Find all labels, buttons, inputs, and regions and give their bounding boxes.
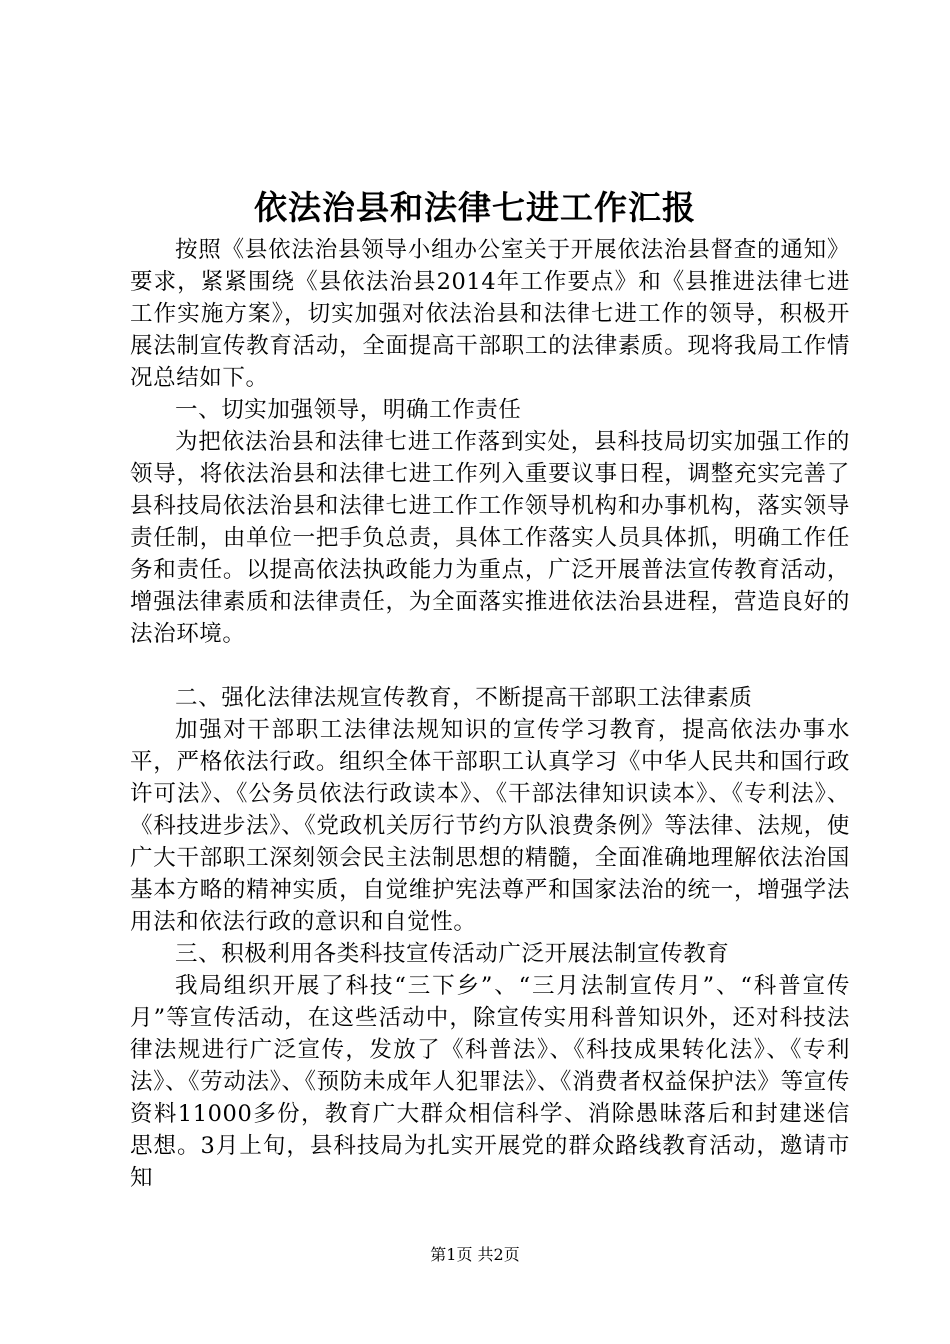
intro-paragraph: 按照《县依法治县领导小组办公室关于开展依法治县督查的通知》要求，紧紧围绕《县依法治县2014年工作要点》和《县推进法律七进工作实施方案》，切实加强对依法治县和法律七进工作的领导，积极开展法制宣传教育活动，全面提高干部职工的法律素质。现将我局工作情况总结如下。 bbox=[130, 237, 850, 391]
section-3-paragraph: 我局组织开展了科技“三下乡”、“三月法制宣传月”、“科普宣传月”等宣传活动，在这些活动中，除宣传实用科普知识外，还对科技法律法规进行广泛宣传，发放了《科普法》、《科技成果转化法》、《专利法》、《劳动法》、《预防未成年人犯罪法》、《消费者权益保护法》等宣传资料11000多份，教育广大群众相信科学、消除愚昧落后和封建迷信思想。3月上旬，县科技局为扎实开展党的群众路线教育活动，邀请市知 bbox=[130, 973, 850, 1191]
document-body bbox=[130, 234, 850, 1194]
section-2-paragraph: 加强对干部职工法律法规知识的宣传学习教育，提高依法办事水平，严格依法行政。组织全体干部职工认真学习《中华人民共和国行政许可法》、《公务员依法行政读本》、《干部法律知识读本》、《专利法》、《科技进步法》、《党政机关厉行节约方队浪费条例》等法律、法规，使广大干部职工深刻领会民主法制思想的精髓，全面准确地理解依法治国基本方略的精神实质，自觉维护宪法尊严和国家法治的统一，增强学法用法和依法行政的意识和自觉性。 bbox=[130, 717, 850, 935]
document-title: 依法治县和法律七进工作汇报 bbox=[254, 188, 696, 227]
section-heading-2: 二、强化法律法规宣传教育，不断提高干部职工法律素质 bbox=[175, 685, 753, 711]
section-heading-1: 一、切实加强领导，明确工作责任 bbox=[175, 397, 522, 423]
section-1-paragraph: 为把依法治县和法律七进工作落到实处，县科技局切实加强工作的领导，将依法治县和法律七进工作列入重要议事日程，调整充实完善了县科技局依法治县和法律七进工作工作领导机构和办事机构，落实领导责任制，由单位一把手负总责，具体工作落实人员具体抓，明确工作任务和责任。以提高依法执政能力为重点，广泛开展普法宣传教育活动，增强法律素质和法律责任，为全面落实推进依法治县进程，营造良好的法治环境。 bbox=[130, 429, 850, 647]
section-heading-3: 三、积极利用各类科技宣传活动广泛开展法制宣传教育 bbox=[175, 941, 730, 967]
page-number-footer: 第1页 共2页 bbox=[430, 1245, 520, 1264]
